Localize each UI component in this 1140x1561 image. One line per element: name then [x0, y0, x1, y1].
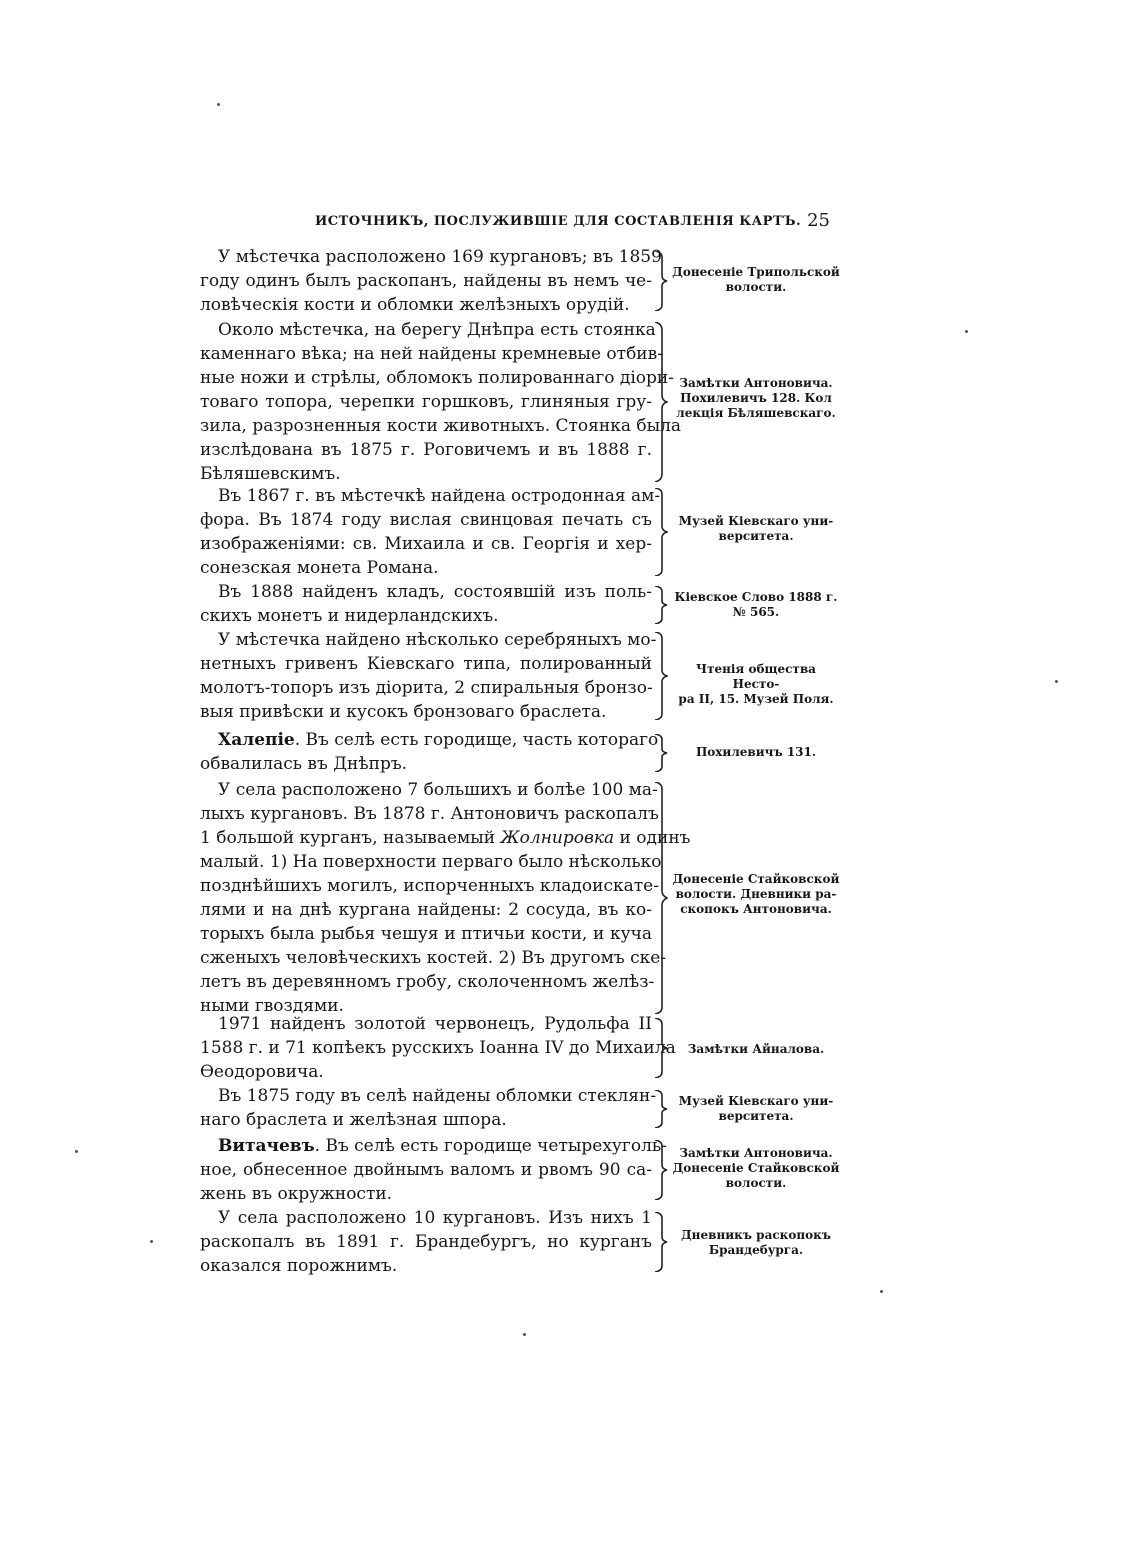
scan-speck [217, 103, 220, 106]
entry [200, 628, 840, 724]
source-line: Кіевское Слово 1888 г. [674, 590, 838, 604]
brace-icon [654, 251, 668, 311]
brace-icon [654, 1212, 668, 1272]
source-line: Чтенія общества Несто- [696, 662, 816, 691]
brace-icon [654, 632, 668, 720]
text-line: сженыхъ человѣческихъ костей. 2) Въ другомъ ске- [200, 948, 667, 968]
text-line: 1588 г. и 71 копѣекъ русскихъ Іоанна IV до Михаила [200, 1038, 676, 1058]
text-fragment: и одинъ [614, 828, 691, 848]
source-note [672, 745, 840, 760]
text-line: молотъ-топоръ изъ діорита, 2 спиральныя бронзо- [200, 678, 653, 698]
source-note [672, 1042, 840, 1057]
text-line: оказался порожнимъ. [200, 1256, 398, 1276]
source-note [672, 662, 840, 707]
page-header [200, 210, 830, 238]
source-line: Донесеніе Стайковской [672, 872, 840, 886]
source-line: лекція Бѣляшевскаго. [676, 406, 836, 420]
scan-speck [965, 330, 968, 333]
source-note [672, 376, 840, 421]
source-line: волости. [725, 1176, 787, 1190]
source-line: Похилевичъ 131. [695, 745, 817, 759]
source-line: волости. Дневники ра- [675, 887, 837, 901]
source-line: Замѣтки Антоновича. [679, 376, 833, 390]
source-line: Донесеніе Трипольской [672, 265, 840, 279]
place-name: Халепіе [218, 730, 295, 750]
text-line: летъ въ деревянномъ гробу, сколоченномъ желѣз- [200, 972, 655, 992]
text-line: Ѳеодоровича. [200, 1062, 324, 1082]
brace-icon [654, 1140, 668, 1200]
entry-text [200, 728, 659, 776]
source-note [672, 1228, 840, 1258]
text-line: изображеніями: св. Михаила и св. Георгія и хер- [200, 534, 652, 554]
text-line: сонезская монета Романа. [200, 558, 439, 578]
text-line: нетныхъ гривенъ Кіевскаго типа, полированный [200, 654, 652, 674]
text-fragment: 1 большой курганъ, называемый [200, 828, 501, 848]
text-line: У мѣстечка расположено 169 кургановъ; въ 1859 [218, 247, 662, 267]
scan-speck [1055, 680, 1058, 683]
source-line: Музей Кіевскаго уни- [678, 1094, 834, 1108]
brace-icon [654, 734, 668, 772]
entry-text [200, 484, 661, 580]
entry-text [200, 318, 682, 486]
source-line: Брандебурга. [708, 1243, 804, 1257]
text-line: Бѣляшевскимъ. [200, 464, 341, 484]
entry [200, 728, 840, 776]
text-line: ное, обнесенное двойнымъ валомъ и рвомъ 90 са- [200, 1160, 652, 1180]
source-line: верситета. [718, 1109, 794, 1123]
source-line: Дневникъ раскопокъ [681, 1228, 831, 1242]
text-line: изслѣдована въ 1875 г. Роговичемъ и въ 1888 г. [200, 440, 652, 460]
kurgan-name: Жолнировка [500, 828, 615, 848]
entry [200, 1206, 840, 1278]
entry [200, 484, 840, 580]
page-number: 25 [807, 210, 830, 231]
entry [200, 245, 840, 317]
text-line [200, 1134, 667, 1158]
text-line: наго браслета и желѣзная шпора. [200, 1110, 507, 1130]
text-fragment: . Въ селѣ есть городище, часть котораго [294, 730, 659, 750]
source-line: Похилевичъ 128. Кол [680, 391, 832, 405]
text-line: 1971 найденъ золотой червонецъ, Рудольфа II [218, 1014, 652, 1034]
text-line: У села расположено 7 большихъ и болѣе 100 ма- [218, 780, 658, 800]
source-note [672, 1146, 840, 1191]
entry-text [200, 580, 652, 628]
source-line: волости. [725, 280, 787, 294]
brace-icon [654, 1018, 668, 1078]
text-line: лыхъ кургановъ. Въ 1878 г. Антоновичъ раскопалъ [200, 804, 659, 824]
text-line: ловѣческія кости и обломки желѣзныхъ орудій. [200, 295, 630, 315]
text-line: У села расположено 10 кургановъ. Изъ нихъ 1 [218, 1208, 652, 1228]
text-fragment: . Въ селѣ есть городище четырехуголь- [314, 1136, 667, 1156]
scan-speck [880, 1290, 883, 1293]
source-note [672, 265, 840, 295]
text-line: позднѣйшихъ могилъ, испорченныхъ кладоискате- [200, 876, 659, 896]
entry [200, 1134, 840, 1206]
entry-text [200, 628, 657, 724]
text-line: Въ 1875 году въ селѣ найдены обломки стеклян- [218, 1086, 657, 1106]
entry-text [200, 778, 691, 1018]
text-line: каменнаго вѣка; на ней найдены кремневые отбив- [200, 344, 663, 364]
text-line: малый. 1) На поверхности перваго было нѣсколько [200, 852, 662, 872]
place-name: Витачевъ [218, 1136, 315, 1156]
source-line: Замѣтки Айналова. [687, 1042, 825, 1056]
source-line: № 565. [732, 605, 780, 619]
entry [200, 1012, 840, 1084]
entry-text [200, 245, 662, 317]
text-line: скихъ монетъ и нидерландскихъ. [200, 606, 499, 626]
source-line: Замѣтки Антоновича. [679, 1146, 833, 1160]
entry-text [200, 1134, 667, 1206]
entry [200, 318, 840, 486]
source-line: ра II, 15. Музей Поля. [678, 692, 834, 706]
scan-speck [523, 1333, 526, 1336]
scan-speck [150, 1240, 153, 1243]
text-line: обвалилась въ Днѣпръ. [200, 754, 408, 774]
text-line: торыхъ была рыбья чешуя и птичьи кости, и куча [200, 924, 652, 944]
text-line: лями и на днѣ кургана найдены: 2 сосуда, въ ко- [200, 900, 652, 920]
brace-icon [654, 782, 668, 1014]
text-line: товаго топора, черепки горшковъ, глиняныя гру- [200, 392, 652, 412]
source-line: скопокъ Антоновича. [680, 902, 832, 916]
brace-icon [654, 488, 668, 576]
brace-icon [654, 586, 668, 624]
text-line: У мѣстечка найдено нѣсколько серебряныхъ мо- [218, 630, 657, 650]
source-line: Музей Кіевскаго уни- [678, 514, 834, 528]
scan-speck [75, 1150, 78, 1153]
text-line: жень въ окружности. [200, 1184, 393, 1204]
source-note [672, 1094, 840, 1124]
text-line [200, 728, 659, 752]
entry [200, 1084, 840, 1132]
entry-text [200, 1206, 652, 1278]
text-line: Въ 1888 найденъ кладъ, состоявшій изъ поль- [218, 582, 652, 602]
source-line: верситета. [718, 529, 794, 543]
source-note [672, 514, 840, 544]
text-line: Около мѣстечка, на берегу Днѣпра есть стоянка [218, 320, 656, 340]
source-line: Донесеніе Стайковской [672, 1161, 840, 1175]
running-title: ИСТОЧНИКЪ, ПОСЛУЖИВШІЕ ДЛЯ СОСТАВЛЕНІЯ КАРТЪ. [315, 214, 802, 229]
text-line: выя привѣски и кусокъ бронзоваго браслета. [200, 702, 607, 722]
text-line: Въ 1867 г. въ мѣстечкѣ найдена остродонная ам- [218, 486, 661, 506]
brace-icon [654, 322, 668, 482]
text-line [200, 826, 691, 850]
text-line: ные ножи и стрѣлы, обломокъ полированнаго діори- [200, 368, 674, 388]
entry [200, 580, 840, 628]
source-note [672, 872, 840, 917]
source-note [672, 590, 840, 620]
text-line: раскопалъ въ 1891 г. Брандебургъ, но курганъ [200, 1232, 652, 1252]
entry [200, 778, 840, 1018]
text-line: зила, разрозненныя кости животныхъ. Стоянка была [200, 416, 682, 436]
entry-text [200, 1012, 676, 1084]
text-line: фора. Въ 1874 году вислая свинцовая печать съ [200, 510, 652, 530]
entry-text [200, 1084, 657, 1132]
text-line: ными гвоздями. [200, 996, 344, 1016]
text-line: году одинъ былъ раскопанъ, найдены въ немъ че- [200, 271, 652, 291]
brace-icon [654, 1090, 668, 1128]
